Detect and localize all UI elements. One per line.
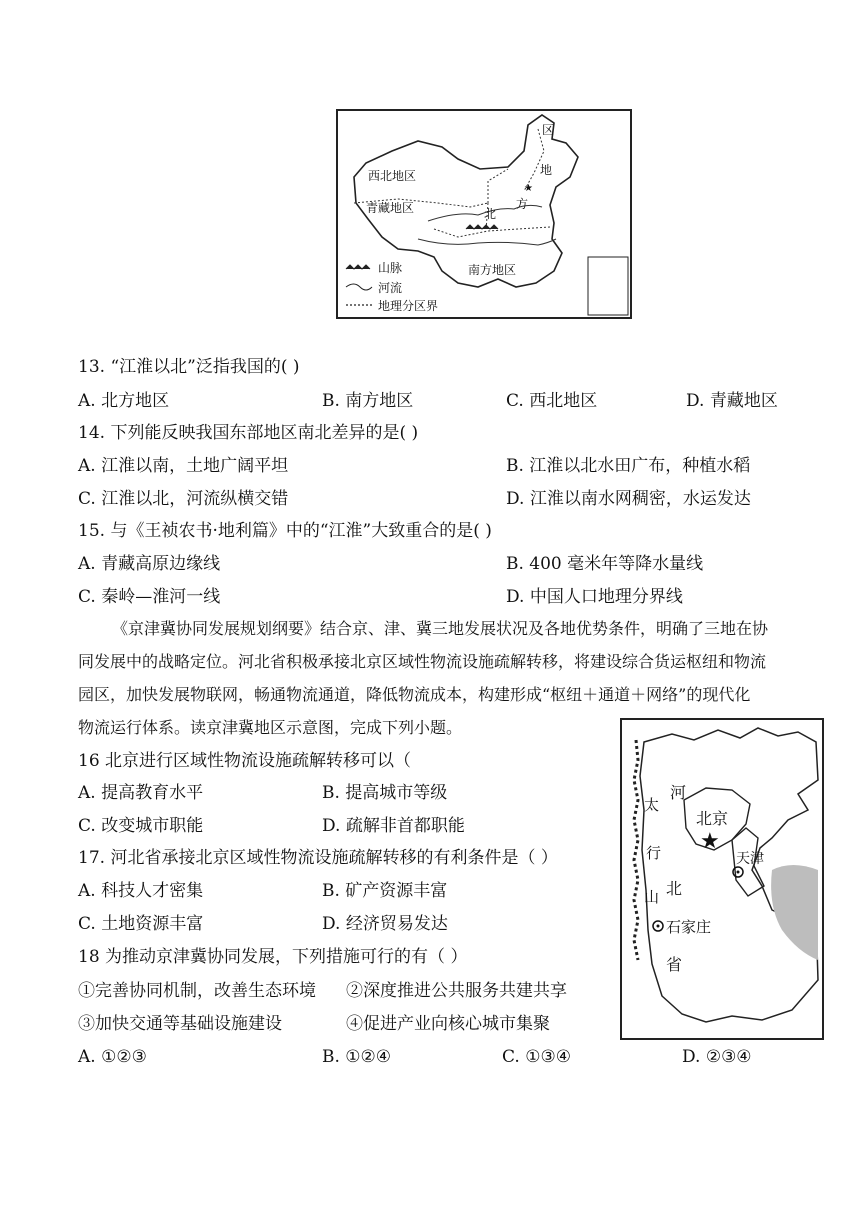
region-label-north-4: 区 <box>542 123 555 137</box>
region-label-qingzang: 青藏地区 <box>366 201 415 215</box>
question-17-option-d: D. 经济贸易发达 <box>322 914 448 934</box>
region-label-northwest: 西北地区 <box>368 169 417 183</box>
jingjinji-outline <box>622 720 822 1038</box>
question-14-option-a: A. 江淮以南，土地广阔平坦 <box>78 456 289 476</box>
question-14-option-c: C. 江淮以北，河流纵横交错 <box>78 489 289 509</box>
label-tianjin: 天津 <box>736 851 764 867</box>
label-beijing: 北京 <box>696 809 729 828</box>
passage-line-1: 《京津冀协同发展规划纲要》结合京、津、冀三地发展状况及各地优势条件，明确了三地在协 <box>112 619 769 638</box>
jingjinji-map <box>620 718 824 1040</box>
question-18-option-a: A. ①②③ <box>78 1047 147 1067</box>
passage-line-2: 同发展中的战略定位。河北省积极承接北京区域性物流设施疏解转移，将建设综合货运枢纽和物流 <box>78 652 767 671</box>
question-15-option-d: D. 中国人口地理分界线 <box>506 587 683 607</box>
legend-boundary-label: 地理分区界 <box>378 299 439 313</box>
question-13-option-b: B. 南方地区 <box>322 391 414 411</box>
region-label-north-2: 方 <box>516 197 529 211</box>
question-18-option-d: D. ②③④ <box>682 1047 752 1067</box>
question-18-option-c: C. ①③④ <box>502 1047 571 1067</box>
question-17-option-b: B. 矿产资源丰富 <box>322 881 448 901</box>
question-16-option-d: D. 疏解非首都职能 <box>322 816 465 836</box>
question-13-option-d: D. 青藏地区 <box>686 391 778 411</box>
question-17-option-a: A. 科技人才密集 <box>78 881 204 901</box>
question-16-option-a: A. 提高教育水平 <box>78 783 204 803</box>
question-13-option-a: A. 北方地区 <box>78 391 170 411</box>
region-label-north-3: 地 <box>540 163 553 177</box>
question-15-option-b: B. 400 毫米年等降水量线 <box>506 554 704 574</box>
question-18-item-4: ④促进产业向核心城市集聚 <box>346 1014 550 1034</box>
label-taihang-2: 行 <box>646 844 662 862</box>
label-taihang-1: 太 <box>644 796 660 814</box>
legend-river-label: 河流 <box>378 281 403 295</box>
question-14-option-d: D. 江淮以南水网稠密，水运发达 <box>506 489 751 509</box>
label-hebei-3: 省 <box>666 955 683 974</box>
question-18-option-b: B. ①②④ <box>322 1047 392 1067</box>
legend-mountain-label: 山脉 <box>378 261 403 275</box>
region-label-north-1: 北 <box>484 207 497 221</box>
label-shijiazhuang: 石家庄 <box>666 918 712 936</box>
question-18-item-3: ③加快交通等基础设施建设 <box>78 1014 282 1034</box>
question-14-option-b: B. 江淮以北水田广布，种植水稻 <box>506 456 751 476</box>
question-13-option-c: C. 西北地区 <box>506 391 598 411</box>
question-16-option-b: B. 提高城市等级 <box>322 783 448 803</box>
region-label-south: 南方地区 <box>468 263 517 277</box>
question-15-option-a: A. 青藏高原边缘线 <box>78 554 221 574</box>
label-hebei-1: 河 <box>670 783 687 802</box>
question-18-stem: 18 为推动京津冀协同发展，下列措施可行的有（ ） <box>78 947 468 967</box>
question-14-stem: 14. 下列能反映我国东部地区南北差异的是( ) <box>78 423 419 443</box>
question-18-item-1: ①完善协同机制，改善生态环境 <box>78 981 316 1001</box>
passage-line-4: 物流运行体系。读京津冀地区示意图，完成下列小题。 <box>78 718 463 737</box>
svg-text:★: ★ <box>700 829 720 854</box>
label-taihang-3: 山 <box>644 888 660 906</box>
question-18-item-2: ②深度推进公共服务共建共享 <box>346 981 567 1001</box>
question-16-stem: 16 北京进行区域性物流设施疏解转移可以（ <box>78 751 412 771</box>
question-15-stem: 15. 与《王祯农书·地利篇》中的“江淮”大致重合的是( ) <box>78 521 492 541</box>
question-15-option-c: C. 秦岭—淮河一线 <box>78 587 221 607</box>
passage-line-3: 园区，加快发展物联网，畅通物流通道，降低物流成本，构建形成“枢纽＋通道＋网络”的现代化 <box>78 685 751 704</box>
china-map <box>336 109 632 319</box>
question-17-stem: 17. 河北省承接北京区域性物流设施疏解转移的有利条件是（ ） <box>78 848 558 868</box>
question-17-option-c: C. 土地资源丰富 <box>78 914 204 934</box>
question-13-stem: 13. “江淮以北”泛指我国的( ) <box>78 357 300 377</box>
svg-text:★: ★ <box>524 183 533 194</box>
label-hebei-2: 北 <box>666 879 683 898</box>
question-16-option-c: C. 改变城市职能 <box>78 816 204 836</box>
